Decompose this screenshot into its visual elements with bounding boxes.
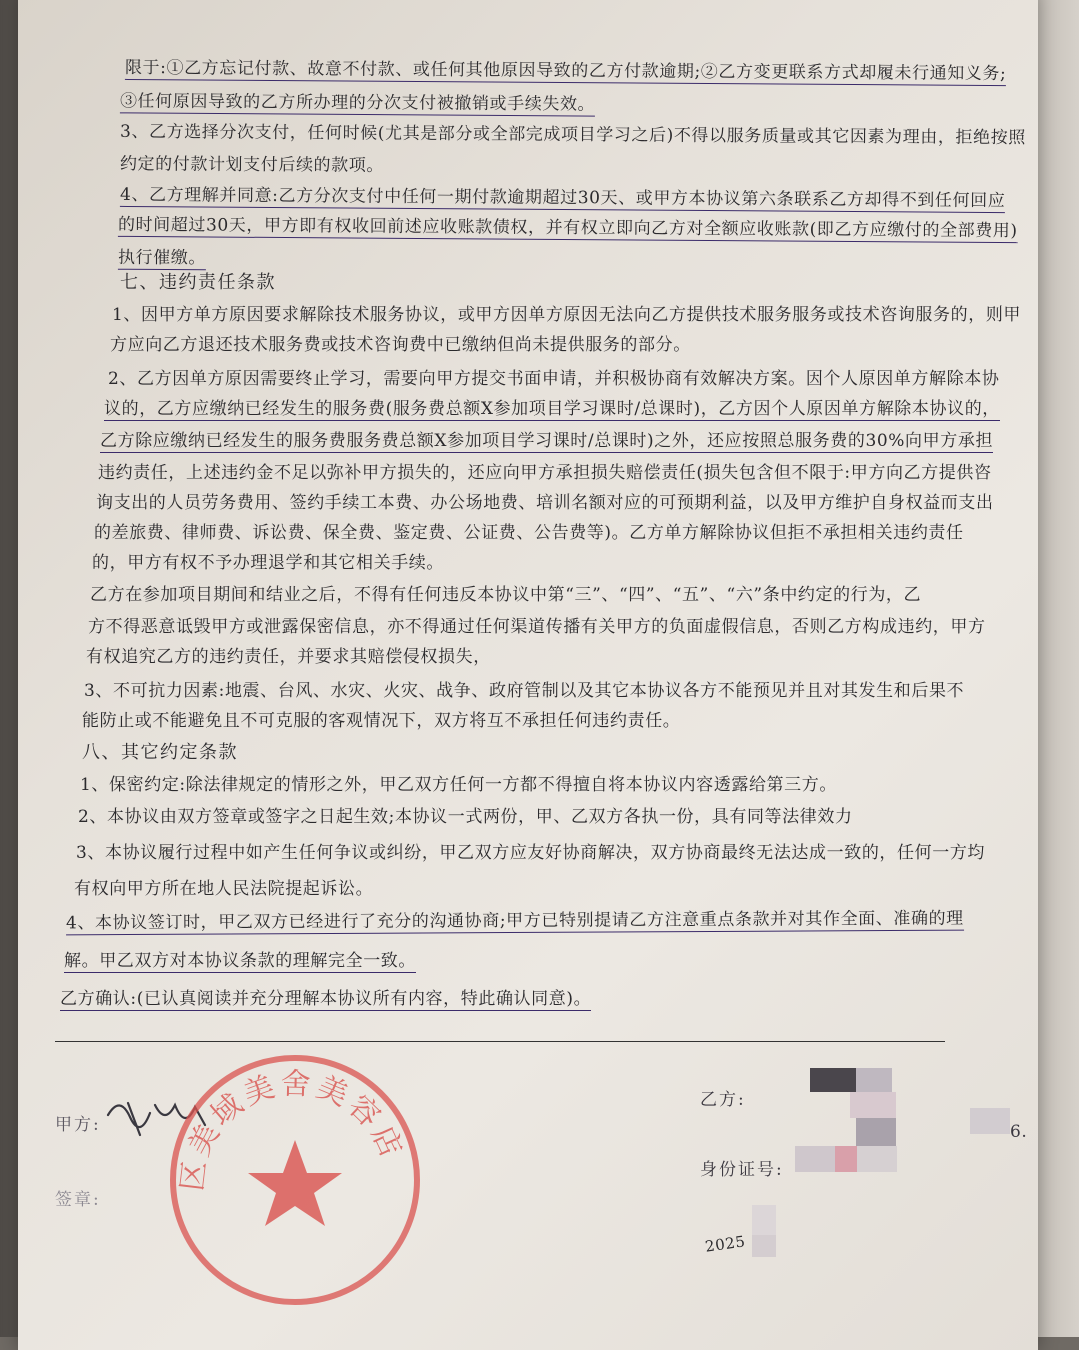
text-line: 3、不可抗力因素:地震、台风、水灾、火灾、战争、政府管制以及其它本协议各方不能预见并且对其发生和后果不 — [84, 681, 965, 701]
id-number-label: 身份证号: — [700, 1160, 784, 1180]
redacted-date-block — [752, 1205, 776, 1235]
text-line: 乙方除应缴纳已经发生的服务费服务费总额X参加项目学习课时/总课时)之外，还应按照总服务费的30%向甲方承担 — [100, 431, 994, 451]
text-line: 的差旅费、律师费、诉讼费、保全费、鉴定费、公证费、公告费等)。乙方单方解除协议但拒不承担相关违约责任 — [94, 523, 964, 543]
text-line: 有权向甲方所在地人民法院提起诉讼。 — [74, 879, 374, 899]
text-line: 方应向乙方退还技术服务费或技术咨询费中已缴纳但尚未提供服务的部分。 — [110, 335, 691, 355]
redacted-name-block — [850, 1092, 896, 1118]
redacted-id-block — [835, 1146, 857, 1172]
company-seal — [160, 1045, 430, 1315]
party-a-label: 甲方: — [55, 1115, 101, 1135]
section-heading-8: 八、其它约定条款 — [82, 742, 238, 763]
section-heading-7: 七、违约责任条款 — [120, 272, 276, 293]
confirmation-rule — [55, 1041, 945, 1042]
text-line: 有权追究乙方的违约责任，并要求其赔偿侵权损失， — [86, 647, 491, 667]
text-line: 3、乙方选择分次支付，任何时候(尤其是部分或全部完成项目学习之后)不得以服务质量或其它因素为理由，拒绝按照 — [119, 121, 1026, 149]
confirmation-statement: 乙方确认:(已认真阅读并充分理解本协议所有内容，特此确认同意)。 — [60, 989, 592, 1009]
redacted-id-block — [857, 1146, 897, 1172]
redacted-name-block — [856, 1118, 896, 1146]
text-line: 1、因甲方单方原因要求解除技术服务协议，或甲方因单方原因无法向乙方提供技术服务服务或技术咨询服务的，则甲 — [112, 305, 1022, 325]
text-line: ③任何原因导致的乙方所办理的分次支付被撤销或手续失效。 — [119, 91, 596, 115]
text-line: 方不得恶意诋毁甲方或泄露保密信息，亦不得通过任何渠道传播有关甲方的负面虚假信息，否则乙方构成违约，甲方 — [88, 617, 986, 637]
redacted-name-block — [856, 1068, 892, 1092]
text-line: 乙方在参加项目期间和结业之后，不得有任何违反本协议中第“三”、“四”、“五”、“六”条中约定的行为，乙 — [90, 585, 922, 605]
text-line: 执行催缴。 — [117, 247, 207, 269]
text-line: 议的，乙方应缴纳已经发生的服务费(服务费总额X参加项目学习课时/总课时)，乙方因个人原因单方解除本协议的， — [104, 399, 1000, 419]
text-line: 限于:①乙方忘记付款、故意不付款、或任何其他原因导致的乙方付款逾期;②乙方变更联系方式却履未行通知义务; — [124, 57, 1007, 85]
text-line: 4、乙方理解并同意:乙方分次支付中任何一期付款逾期超过30天、或甲方本协议第六条联系乙方却得不到任何回应 — [119, 184, 1006, 212]
text-line: 1、保密约定:除法律规定的情形之外，甲乙双方任何一方都不得擅自将本协议内容透露给第三方。 — [80, 775, 837, 795]
seal-label: 签章: — [55, 1190, 101, 1210]
redacted-name-block — [810, 1068, 856, 1092]
redacted-date-block — [752, 1235, 776, 1257]
text-line: 解。甲乙双方对本协议条款的理解完全一致。 — [64, 951, 416, 971]
text-line: 违约责任，上述违约金不足以弥补甲方损失的，还应向甲方承担损失赔偿责任(损失包含但不限于:甲方向乙方提供咨 — [98, 463, 992, 483]
seal-text: 区美域美舍美容店 — [174, 1066, 411, 1193]
text-line: 的时间超过30天，甲方即有权收回前述应收账款债权，并有权立即向乙方对全额应收账款(即乙方应缴付的全部费用) — [117, 214, 1018, 242]
party-b-label: 乙方: — [700, 1090, 746, 1110]
party-b-suffix: 6. — [1010, 1122, 1028, 1142]
signing-date: 2025 — [703, 1232, 747, 1256]
text-line: 2、乙方因单方原因需要终止学习，需要向甲方提交书面申请，并积极协商有效解决方案。因个人原因单方解除本协 — [108, 369, 1000, 389]
text-line: 2、本协议由双方签章或签字之日起生效;本协议一式两份，甲、乙双方各执一份，具有同等法律效力 — [78, 807, 853, 827]
text-line: 的，甲方有权不予办理退学和其它相关手续。 — [92, 553, 444, 573]
text-line: 约定的付款计划支付后续的款项。 — [119, 154, 385, 176]
text-line: 能防止或不能避免且不可克服的客观情况下，双方将互不承担任何违约责任。 — [82, 711, 681, 731]
redacted-name-block — [970, 1108, 1010, 1134]
text-line: 3、本协议履行过程中如产生任何争议或纠纷，甲乙双方应友好协商解决，双方协商最终无法达成一致的，任何一方均 — [76, 843, 986, 863]
text-line: 4、本协议签订时，甲乙双方已经进行了充分的沟通协商;甲方已特别提请乙方注意重点条款并对其作全面、准确的理 — [65, 908, 964, 934]
text-line: 询支出的人员劳务费用、签约手续工本费、办公场地费、培训名额对应的可预期利益，以及甲方维护自身权益而支出 — [96, 493, 994, 513]
redacted-id-block — [795, 1146, 835, 1172]
